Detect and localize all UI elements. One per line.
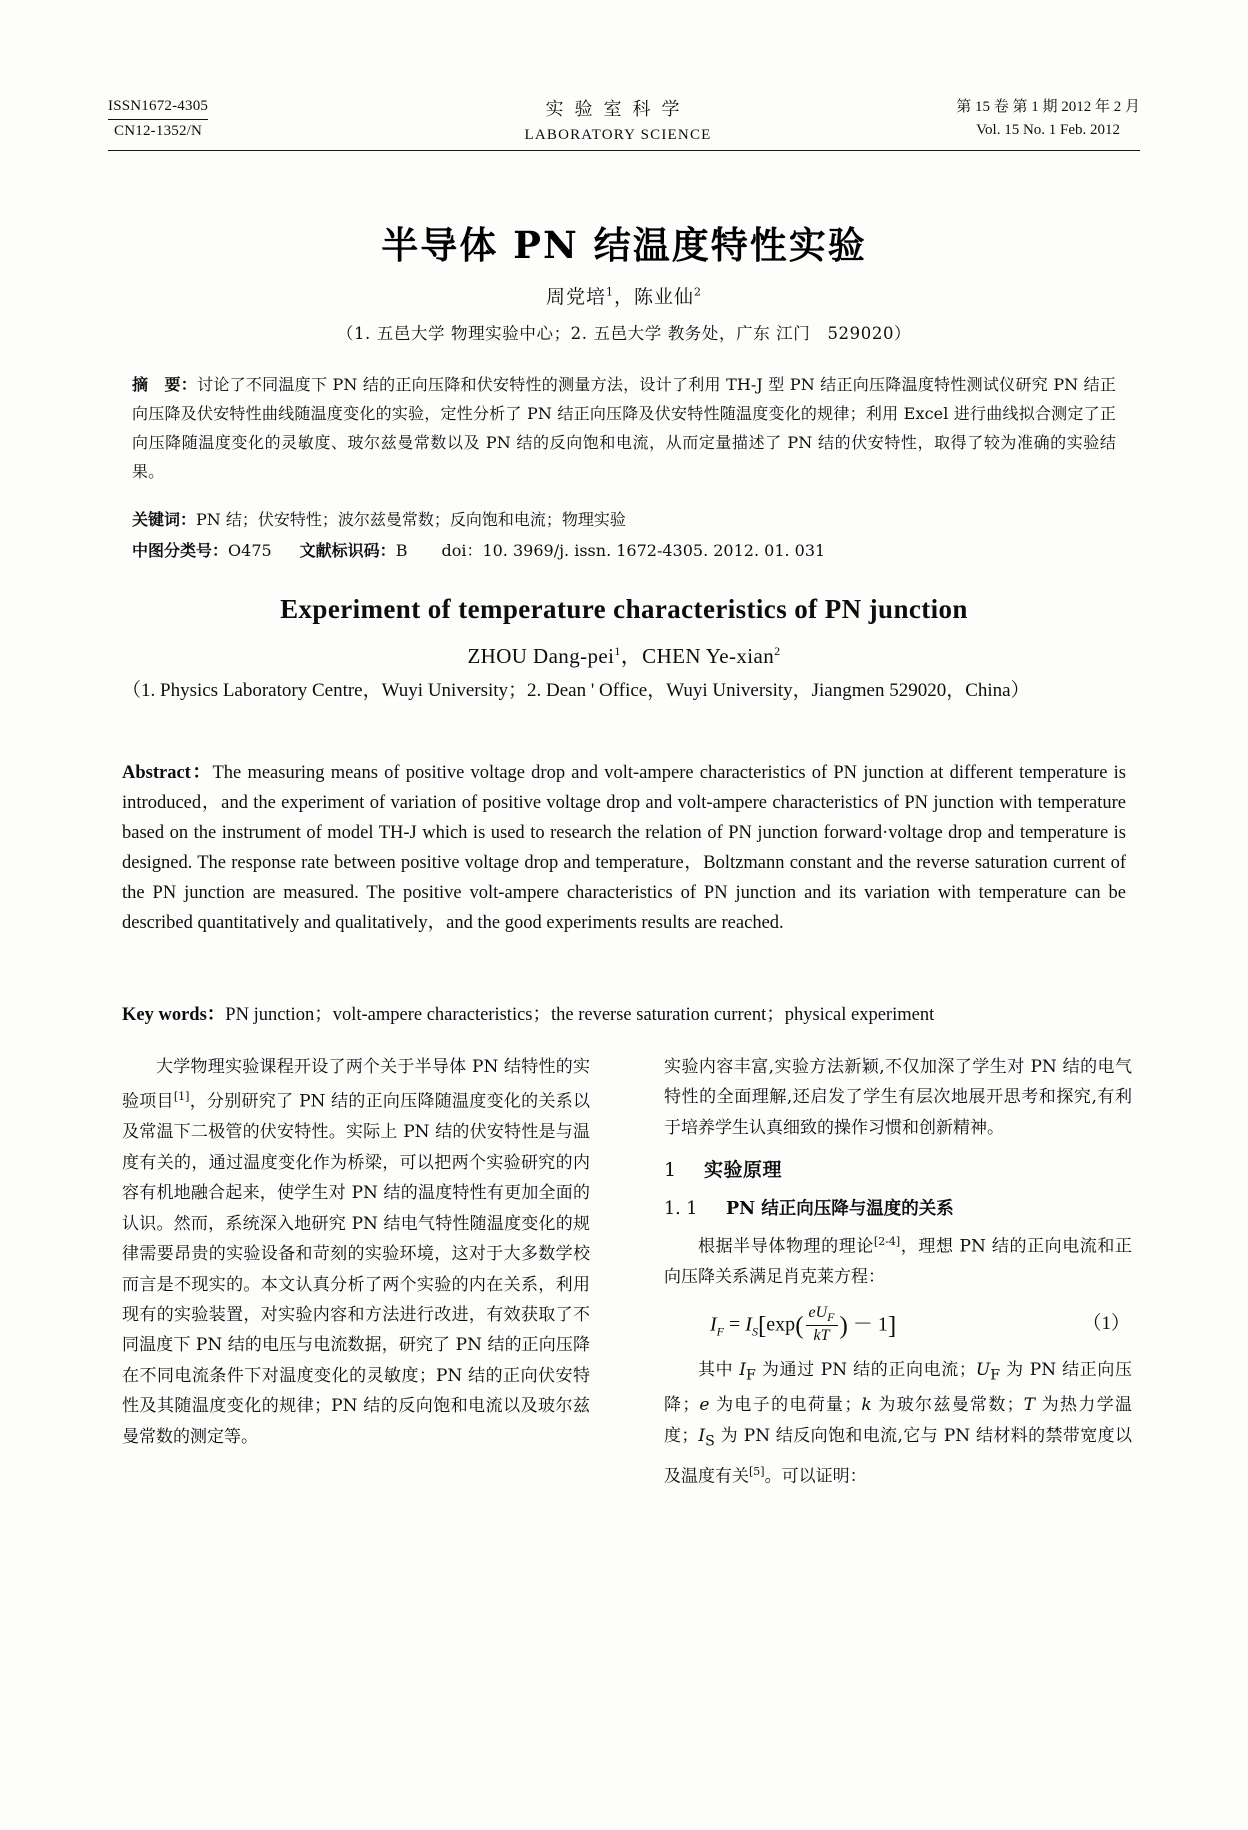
abstract-cn-label: 摘 要： (132, 375, 198, 394)
def-text-i: 。可以证明： (764, 1466, 867, 1487)
section-heading-1 (664, 1155, 1132, 1185)
author-2-cn: ，陈业仙 (614, 286, 695, 308)
theory-paragraph (664, 1227, 1132, 1292)
journal-name (438, 96, 798, 147)
body-column-left (122, 1052, 590, 1452)
section-1-number: 1 (664, 1159, 677, 1182)
def-text-h: 为 PN 结反向饱和电流,它与 PN 结材料的禁带宽度以及温度有关 (664, 1425, 1132, 1487)
article-authors-en (108, 640, 1140, 670)
citation-ref-2-4: [2-4] (873, 1235, 901, 1249)
def-text-b: 为通过 PN 结的正向电流； (755, 1359, 976, 1380)
def-var-Is: I (698, 1425, 706, 1446)
article-authors-cn (108, 282, 1140, 309)
keywords-en-text: PN junction；volt-ampere characteristics；the reverse saturation current；physical experiment (225, 1005, 935, 1025)
section-1-title: 实验原理 (704, 1159, 783, 1182)
doc-code-value: B (395, 541, 408, 560)
journal-masthead (108, 96, 1140, 150)
def-var-k: k (861, 1395, 872, 1416)
eq-equals: = (724, 1312, 746, 1335)
keywords-en-label: Key words： (122, 1005, 226, 1025)
def-var-T: T (1023, 1395, 1036, 1416)
def-var-IF: I (739, 1359, 747, 1380)
journal-volume-en: Vol. 15 No. 1 Feb. 2012 (976, 121, 1121, 138)
eq-fraction-denominator: kT (813, 1327, 830, 1345)
keywords-en (122, 1000, 1126, 1030)
doc-code-label: 文献标识码： (299, 541, 396, 560)
theory-text-b: ，理想 PN 结的正向电流和正向压降关系满足肖克莱方程： (664, 1236, 1132, 1288)
journal-cn-number: CN12-1352/N (114, 122, 203, 139)
def-var-Is-sub: S (705, 1433, 715, 1450)
intro-text-b: ，分别研究了 PN 结的正向压降随温度变化的关系以及常温下二极管的伏安特性。实际上 PN 结的伏安特性是与温度有关的，通过温度变化作为桥梁，可以把两个实验研究的内容有机地融合起来，使学生对 PN 结的温度特性有更加全面的认识。然而，系统深入地研究 PN 结电气特性随温度变化的规律需要昂贵的实验设备和苛刻的实验环境，这对于大多数学校而言是不现实的。本文认真分析了两个实验的内在关系，利用现有的实验装置，对实验内容和方法进行改进，有效获取了不同温度下 PN 结的电压与电流数据，研究了 PN 结的正向压降在不同电流条件下对温度变化的灵敏度；PN 结的正向伏安特性及其随温度变化的规律；PN 结的反向饱和电流以及玻尔兹曼常数的测定等。 (122, 1092, 590, 1447)
journal-issue-info (956, 96, 1140, 141)
keywords-cn-label: 关键词： (132, 510, 197, 529)
clc-label: 中图分类号： (132, 541, 229, 560)
def-var-UF: U (975, 1359, 991, 1380)
masthead-divider (108, 150, 1140, 151)
eq-lhs-current: I (710, 1312, 717, 1335)
article-affiliation-en: （1. Physics Laboratory Centre，Wuyi University；2. Dean ' Office，Wuyi University，Jiangmen 529020，China） (122, 680, 1030, 701)
author-2-en-affil-marker: 2 (774, 644, 781, 658)
shockley-equation (710, 1305, 896, 1347)
abstract-en (122, 758, 1126, 938)
keywords-cn-text: PN 结；伏安特性；波尔兹曼常数；反向饱和电流；物理实验 (196, 510, 626, 529)
eq-lhs-subscript: F (716, 1323, 725, 1338)
doi-value: doi：10. 3969/j. issn. 1672-4305. 2012. 01. 031 (441, 541, 826, 560)
journal-name-cn: 实验室科学 (545, 99, 691, 120)
eq-rhs-current: I (745, 1312, 752, 1335)
author-1-cn-affil-marker: 1 (606, 285, 614, 299)
keywords-cn (132, 505, 1116, 534)
journal-name-en: LABORATORY SCIENCE (524, 127, 712, 143)
shockley-equation-row (664, 1303, 1132, 1349)
journal-issn: ISSN1672-4305 (108, 96, 208, 120)
eq-fraction-numerator (806, 1304, 838, 1327)
author-1-cn: 周党培 (545, 286, 606, 308)
eq-frac-num-text: eU (808, 1303, 828, 1321)
eq-paren-close: ) (839, 1311, 848, 1339)
subsection-heading-1-1 (664, 1194, 1132, 1224)
article-affiliation-cn: （1. 五邑大学 物理实验中心；2. 五邑大学 教务处，广东 江门 529020） (336, 324, 912, 343)
author-1-en-affil-marker: 1 (614, 644, 621, 658)
subsection-1-1-title: PN 结正向压降与温度的关系 (726, 1198, 954, 1219)
abstract-en-label: Abstract： (122, 763, 213, 783)
def-text-a: 其中 (698, 1359, 740, 1380)
body-column-right (664, 1052, 1132, 1492)
abstract-cn (132, 370, 1116, 486)
classification-line (132, 536, 1116, 565)
eq-fraction (806, 1304, 838, 1346)
eq-exp-label: exp (766, 1312, 796, 1335)
journal-identifiers (108, 96, 208, 143)
eq-minus-one: － 1 (847, 1312, 888, 1335)
def-text-d: 为电子的电荷量； (709, 1395, 862, 1416)
abstract-cn-text: 讨论了不同温度下 PN 结的正向压降和伏安特性的测量方法，设计了利用 TH-J 型 PN 结正向压降温度特性测试仪研究 PN 结正向压降及伏安特性曲线随温度变化的实验，定性分析了 PN 结正向压降及伏安特性随温度变化的规律；利用 Excel 进行曲线拟合测定了正向压降随温度变化的灵敏度、玻尔兹曼常数以及 PN 结的反向饱和电流，从而定量描述了 PN 结的伏安特性，取得了较为准确的实验结果。 (132, 375, 1116, 481)
article-title-cn: 半导体 PN 结温度特性实验 (381, 222, 867, 267)
citation-ref-1: [1] (173, 1090, 190, 1104)
article-title-en: Experiment of temperature characteristics of PN junction (280, 594, 968, 625)
def-var-e: e (699, 1395, 710, 1416)
def-text-g: 为热力学温度； (664, 1395, 1133, 1446)
equation-number-1: （1） (1082, 1312, 1130, 1334)
eq-frac-num-sub: F (827, 1309, 835, 1324)
def-text-c: 为 PN 结正向压降； (664, 1359, 1133, 1416)
author-2-cn-affil-marker: 2 (694, 285, 703, 299)
theory-text-a: 根据半导体物理的理论 (698, 1236, 874, 1257)
eq-paren-open: ( (795, 1311, 804, 1339)
intro-text-a: 大学物理实验课程开设了两个关于半导体 PN 结特性的实验项目 (122, 1057, 590, 1113)
intro-paragraph (122, 1052, 590, 1452)
eq-rhs-subscript: S (751, 1323, 758, 1338)
clc-value: O475 (228, 541, 272, 560)
def-text-f: 为玻尔兹曼常数； (871, 1395, 1024, 1416)
subsection-1-1-number: 1. 1 (664, 1198, 698, 1219)
body-columns (122, 1052, 1132, 1742)
eq-bracket-open: [ (757, 1311, 767, 1339)
variable-definitions-paragraph (664, 1355, 1132, 1492)
eq-bracket-close: ] (887, 1311, 897, 1339)
def-var-IF-sub: F (746, 1366, 756, 1383)
citation-ref-5: [5] (749, 1464, 765, 1478)
author-1-en: ZHOU Dang-pei (467, 644, 615, 668)
author-2-en: ，CHEN Ye-xian (620, 644, 775, 668)
intro-continuation-paragraph: 实验内容丰富,实验方法新颖,不仅加深了学生对 PN 结的电气特性的全面理解,还启发了学生有层次地展开思考和探究,有利于培养学生认真细致的操作习惯和创新精神。 (664, 1057, 1132, 1138)
abstract-en-text: The measuring means of positive voltage drop and volt-ampere characteristics of PN junction at different temperature is introduced，and the experiment of variation of positive voltage drop and volt-ampere characteristics of PN junction with temperature based on the instrument of model TH-J which is used to research the relation of PN junction forward·voltage drop and temperature is designed. The response rate between positive voltage drop and temperature，Boltzmann constant and the reverse saturation current of the PN junction are measured. The positive volt-ampere characteristics of PN junction and its variation with temperature can be described quantitatively and qualitatively，and the good experiments results are reached. (122, 763, 1126, 933)
journal-volume-cn: 第 15 卷 第 1 期 2012 年 2 月 (956, 99, 1140, 115)
def-var-UF-sub: F (990, 1366, 1001, 1383)
